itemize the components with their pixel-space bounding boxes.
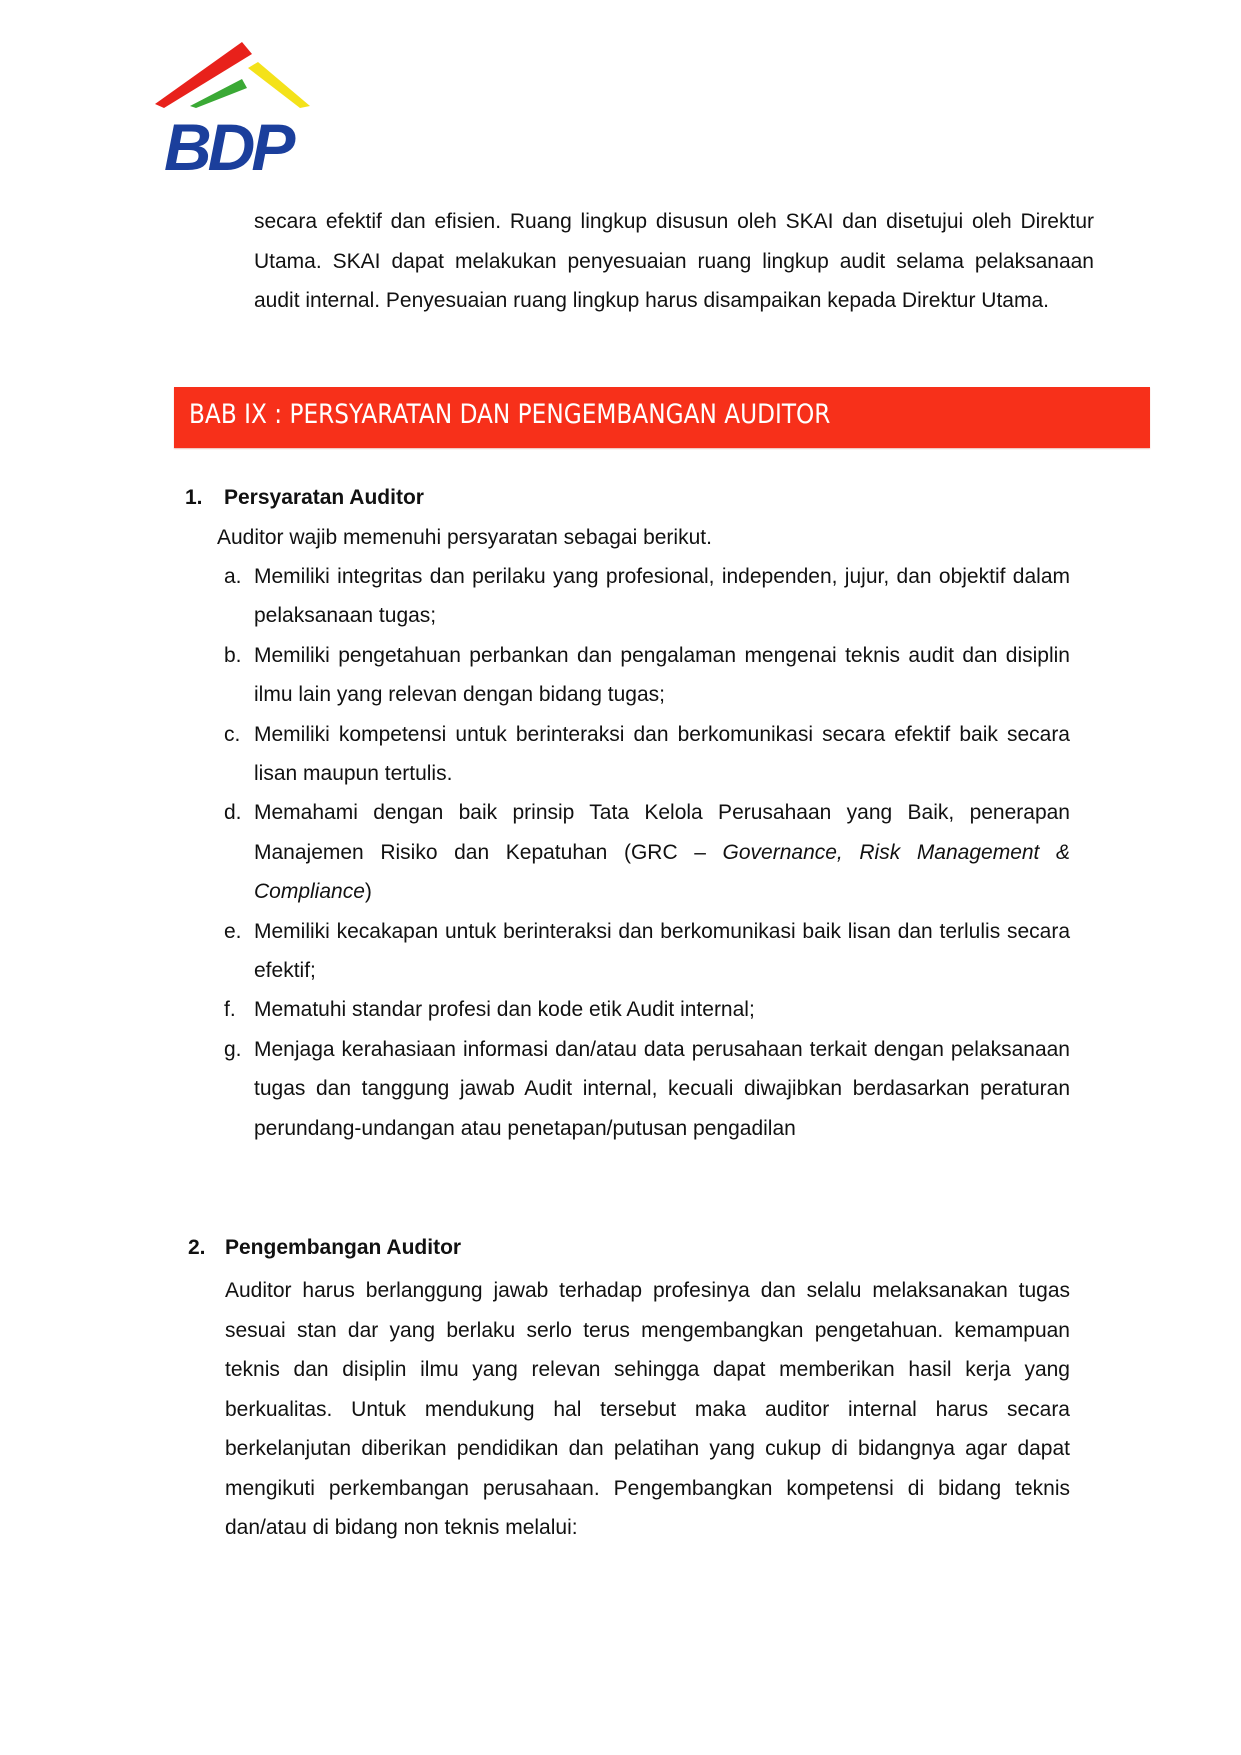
list-item <box>224 715 1070 794</box>
list-item-text: Memiliki kompetensi untuk berinteraksi dan berkomunikasi secara efektif baik secara lisan maupun tertulis. <box>254 722 1070 786</box>
company-logo <box>150 32 320 177</box>
section-title: Persyaratan Auditor <box>224 486 424 509</box>
list-item-text-italic: Governance, Risk Management & Compliance <box>254 840 1071 904</box>
list-marker: c. <box>224 722 241 746</box>
list-item-text-closing: ) <box>364 880 372 904</box>
section-number: 2. <box>188 1236 206 1259</box>
intro-paragraph: secara efektif dan efisien. Ruang lingkup disusun oleh SKAI dan disetujui oleh Direktur Utama. SKAI dapat melakukan penyesuaian ruang lingkup audit selama pelaksanaan audit internal. Penyesuaian ruang lingkup harus disampaikan kepada Direktur Utama. <box>254 210 1094 312</box>
list-item <box>224 912 1070 991</box>
list-item <box>224 793 1070 911</box>
bdp-logo-roof-icon <box>150 32 320 177</box>
list-item-text: Memiliki pengetahuan perbankan dan pengalaman mengenai teknis audit dan disiplin ilmu lain yang relevan dengan bidang tugas; <box>254 643 1070 707</box>
list-marker: e. <box>224 919 242 943</box>
list-item <box>224 1030 1070 1148</box>
list-item-text: Memiliki kecakapan untuk berinteraksi dan berkomunikasi baik lisan dan terlulis secara efektif; <box>254 919 1070 983</box>
list-item-text: Mematuhi standar profesi dan kode etik Audit internal; <box>254 998 755 1022</box>
list-item-text-plain: Memahami dengan baik prinsip Tata Kelola Perusahaan yang Baik, penerapan Manajemen Risiko dan Kepatuhan (GRC – <box>254 801 1070 864</box>
logo-red-stripe <box>155 42 252 108</box>
chapter-heading-bar <box>174 387 1150 448</box>
logo-text: BDP <box>164 110 292 177</box>
section-lead-text: Auditor wajib memenuhi persyaratan sebagai berikut. <box>217 526 712 549</box>
section-title: Pengembangan Auditor <box>225 1236 462 1259</box>
list-item <box>224 557 1070 636</box>
list-marker: d. <box>224 801 242 825</box>
development-paragraph: Auditor harus berlanggung jawab terhadap profesinya dan selalu melaksanakan tugas sesuai stan dar yang berlaku serlo terus mengembangkan pengetahuan. kemampuan teknis dan disiplin ilmu yang relevan sehingga dapat memberikan hasil kerja yang berkualitas. Untuk mendukung hal tersebut maka auditor internal harus secara berkelanjutan diberikan pendidikan dan pelatihan yang cukup di bidangnya agar dapat mengikuti perkembangan perusahaan. Pengembangkan kompetensi di bidang teknis dan/atau di bidang non teknis melalui: <box>225 1279 1070 1539</box>
list-marker: b. <box>224 643 242 667</box>
chapter-title: BAB IX : PERSYARATAN DAN PENGEMBANGAN AUDITOR <box>189 399 831 430</box>
list-item <box>224 636 1070 715</box>
list-item-text <box>254 793 1070 911</box>
list-item-text: Memiliki integritas dan perilaku yang profesional, independen, jujur, dan objektif dalam pelaksanaan tugas; <box>254 565 1070 628</box>
list-marker: a. <box>224 565 242 588</box>
requirements-list <box>224 557 1070 1148</box>
list-item-text: Menjaga kerahasiaan informasi dan/atau data perusahaan terkait dengan pelaksanaan tugas dan tanggung jawab Audit internal, kecuali diwajibkan berdasarkan peraturan perundang-undangan atau penetapan/putusan pengadilan <box>254 1037 1070 1140</box>
list-item <box>224 990 1070 1029</box>
list-marker: g. <box>224 1037 242 1061</box>
list-marker: f. <box>224 998 236 1022</box>
logo-yellow-stripe <box>248 62 310 108</box>
section-number: 1. <box>185 486 203 509</box>
